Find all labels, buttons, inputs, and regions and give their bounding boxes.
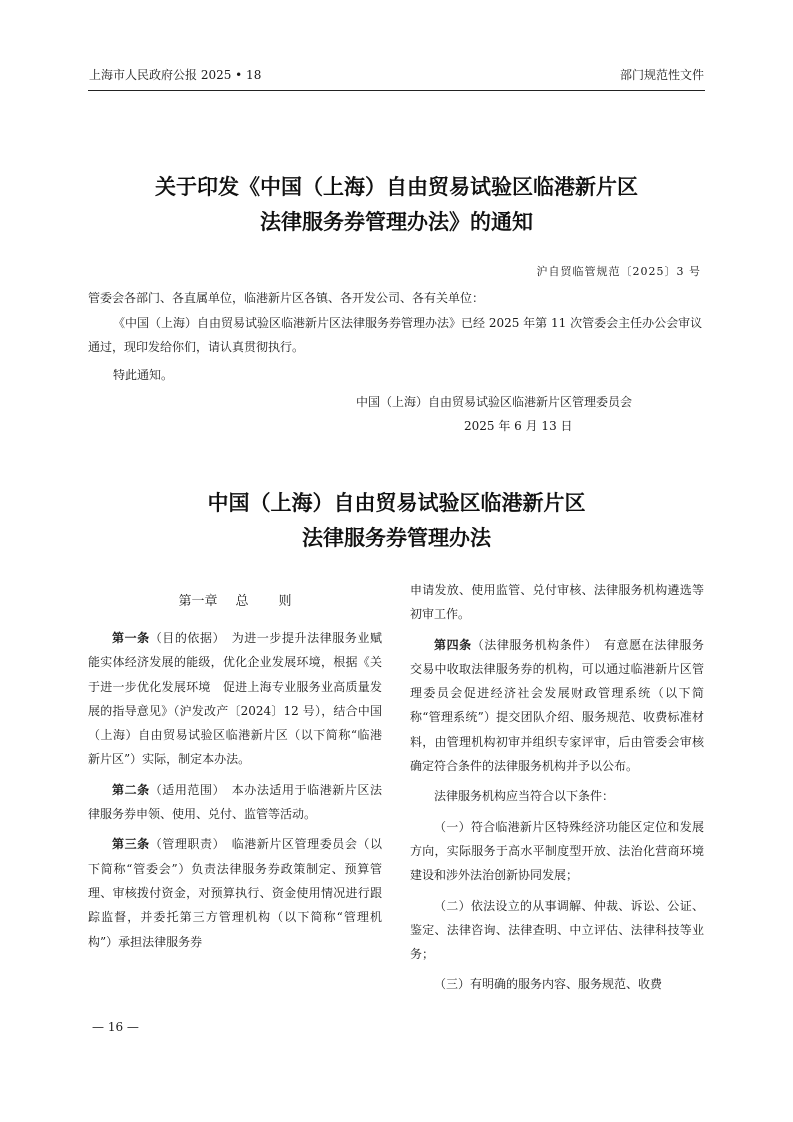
article-4-text: （法律服务机构条件） 有意愿在法律服务交易中收取法律服务券的机构，可以通过临港新片区管理委员会促进经济社会发展财政管理系统（以下简称“管理系统”）提交团队介绍、服务规范、收费标准材料，由管理机构初审并组织专家评审，后由管委会审核确定符合条件的法律服务机构并予以公布。 bbox=[410, 637, 704, 774]
measures-title-line1: 中国（上海）自由贸易试验区临港新片区 bbox=[207, 491, 586, 515]
article-1 bbox=[88, 626, 382, 772]
notice-title bbox=[88, 170, 705, 240]
notice-body: 《中国（上海）自由贸易试验区临港新片区法律服务券管理办法》已经 2025 年第 11 次管委会主任办公会审议通过，现印发给你们，请认真贯彻执行。 bbox=[88, 316, 703, 354]
condition-1: （一）符合临港新片区特殊经济功能区定位和发展方向，实际服务于高水平制度型开放、法治化营商环境建设和涉外法治创新协同发展； bbox=[410, 819, 704, 883]
chapter-word-2: 则 bbox=[278, 594, 292, 609]
addressees: 管委会各部门、各直属单位，临港新片区各镇、各开发公司、各有关单位： bbox=[88, 291, 485, 305]
right-column bbox=[410, 578, 704, 1003]
measures-title bbox=[88, 486, 705, 556]
left-column bbox=[88, 578, 382, 960]
document-number: 沪自贸临管规范〔2025〕3 号 bbox=[536, 265, 701, 278]
article-4 bbox=[410, 633, 704, 779]
article-2-label: 第二条 bbox=[112, 782, 150, 797]
chapter-number: 第一章 bbox=[178, 594, 218, 609]
condition-3: （三）有明确的服务内容、服务规范、收费 bbox=[434, 977, 663, 992]
article-3 bbox=[88, 832, 382, 953]
page-number: — 16 — bbox=[92, 1020, 139, 1034]
article-2-text: （适用范围） 本办法适用于临港新片区法律服务券申领、使用、兑付、监管等活动。 bbox=[88, 782, 382, 822]
article-1-label: 第一条 bbox=[112, 631, 150, 645]
header-divider bbox=[88, 90, 705, 91]
article-2 bbox=[88, 778, 382, 827]
conditions-intro: 法律服务机构应当符合以下条件： bbox=[434, 789, 615, 804]
chapter-heading bbox=[88, 578, 382, 626]
notice-closing: 特此通知。 bbox=[113, 368, 174, 382]
article-4-label: 第四条 bbox=[434, 637, 472, 652]
signer-organization: 中国（上海）自由贸易试验区临港新片区管理委员会 bbox=[356, 395, 633, 409]
measures-title-line2: 法律服务券管理办法 bbox=[302, 526, 491, 550]
header-left: 上海市人民政府公报 2025 • 18 bbox=[89, 68, 262, 82]
article-3-text: （管理职责） 临港新片区管理委员会（以下简称“管委会”）负责法律服务券政策制定、预算管理、审核拨付资金，对预算执行、资金使用情况进行跟踪监督，并委托第三方管理机构（以下简称“管理机构”）承担法律服务券 bbox=[88, 837, 382, 949]
notice-title-line1: 关于印发《中国（上海）自由贸易试验区临港新片区 bbox=[155, 175, 638, 199]
signing-date: 2025 年 6 月 13 日 bbox=[464, 419, 573, 433]
article-3-continued: 申请发放、使用监管、兑付审核、法律服务机构遴选等初审工作。 bbox=[410, 583, 704, 622]
chapter-word-1: 总 bbox=[235, 594, 249, 609]
article-3-label: 第三条 bbox=[112, 837, 150, 852]
header-right: 部门规范性文件 bbox=[619, 68, 704, 82]
article-1-text: （目的依据） 为进一步提升法律服务业赋能实体经济发展的能级，优化企业发展环境，根据《关于进一步优化发展环境 促进上海专业服务业高质量发展的指导意见》（沪发改产〔2024〕12 号），结合中国（上海）自由贸易试验区临港新片区（以下简称“临港新片区”）实际，制定本办法。 bbox=[88, 631, 382, 767]
condition-2: （二）依法设立的从事调解、仲裁、诉讼、公证、鉴定、法律咨询、法律查明、中立评估、法律科技等业务； bbox=[410, 898, 704, 962]
notice-title-line2: 法律服务券管理办法》的通知 bbox=[260, 210, 533, 234]
